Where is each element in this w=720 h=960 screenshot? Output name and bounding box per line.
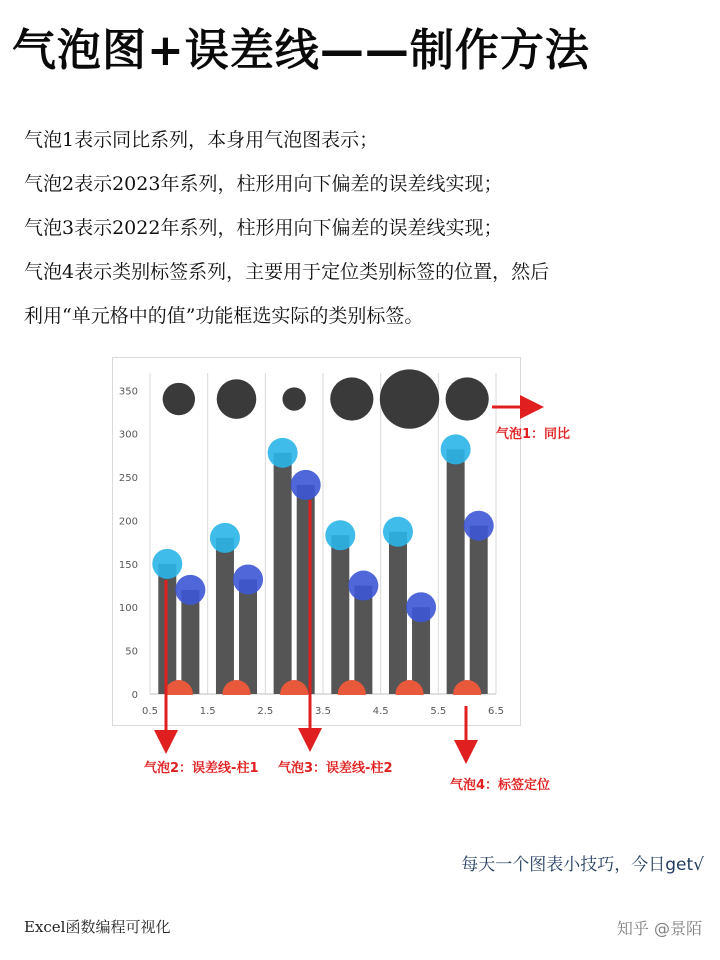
description-line: 利用“单元格中的值”功能框选实际的类别标签。 xyxy=(24,305,424,327)
description-line: 气泡4表示类别标签系列，主要用于定位类别标签的位置，然后 xyxy=(24,261,550,283)
y-tick-label: 200 xyxy=(118,516,138,528)
error-bar-2022 xyxy=(354,586,372,694)
bubble-2022 xyxy=(291,470,321,500)
y-tick-label: 150 xyxy=(118,559,138,571)
x-tick-label: 0.5 xyxy=(142,706,158,717)
error-bar-2022 xyxy=(181,590,199,694)
bubble-2023 xyxy=(383,517,413,547)
tip-text: 每天一个图表小技巧，今日get√ xyxy=(461,855,704,875)
error-bar-2023 xyxy=(447,449,465,694)
page-title: 气泡图+误差线——制作方法 xyxy=(12,25,590,76)
footer-source: Excel函数编程可视化 xyxy=(24,918,171,936)
bubble-2023 xyxy=(268,438,298,468)
bubble-2022 xyxy=(175,575,205,605)
bubble-yoy xyxy=(217,379,257,419)
bubble-yoy xyxy=(330,377,373,420)
y-tick-label: 250 xyxy=(118,473,138,485)
error-bar-2023 xyxy=(331,535,349,694)
error-bar-2022 xyxy=(297,485,315,694)
y-tick-label: 0 xyxy=(131,690,138,701)
y-tick-label: 350 xyxy=(118,386,138,398)
x-tick-label: 2.5 xyxy=(257,706,274,717)
annotation-bubble4: 气泡4：标签定位 xyxy=(450,778,551,793)
bubble-2022 xyxy=(233,564,263,594)
error-bar-2023 xyxy=(274,453,292,694)
y-tick-label: 100 xyxy=(118,603,138,615)
x-tick-label: 4.5 xyxy=(372,706,389,717)
annotation-bubble2: 气泡2：误差线-柱1 xyxy=(144,761,259,776)
description-line: 气泡2表示2023年系列，柱形用向下偏差的误差线实现； xyxy=(24,173,503,195)
y-tick-label: 50 xyxy=(125,646,138,658)
bubble-2023 xyxy=(325,520,355,550)
bubble-2023 xyxy=(210,523,240,553)
y-tick-label: 300 xyxy=(118,429,138,441)
error-bar-2022 xyxy=(470,526,488,694)
bubble-2023 xyxy=(152,549,182,579)
x-tick-label: 6.5 xyxy=(488,706,504,717)
x-tick-label: 1.5 xyxy=(199,706,216,717)
error-bar-2022 xyxy=(239,579,257,694)
error-bar-2023 xyxy=(216,538,234,694)
bubble-yoy xyxy=(282,387,305,410)
footer-watermark: 知乎 @景陌 xyxy=(616,919,702,938)
description-line: 气泡3表示2022年系列，柱形用向下偏差的误差线实现； xyxy=(24,217,503,239)
description-line: 气泡1表示同比系列，本身用气泡图表示； xyxy=(24,129,379,151)
x-tick-label: 3.5 xyxy=(315,706,331,717)
bubble-2022 xyxy=(348,571,378,601)
bubble-yoy xyxy=(163,383,195,415)
error-bar-2023 xyxy=(389,532,407,694)
bubble-2023 xyxy=(441,434,471,464)
bubble-yoy xyxy=(380,369,439,428)
bubble-2022 xyxy=(406,592,436,622)
bubble-2022 xyxy=(464,511,494,541)
x-tick-label: 5.5 xyxy=(430,706,447,717)
annotation-bubble1: 气泡1：同比 xyxy=(496,427,571,442)
annotation-bubble3: 气泡3：误差线-柱2 xyxy=(278,761,393,776)
bubble-yoy xyxy=(446,377,489,420)
grid-lines xyxy=(150,373,496,694)
